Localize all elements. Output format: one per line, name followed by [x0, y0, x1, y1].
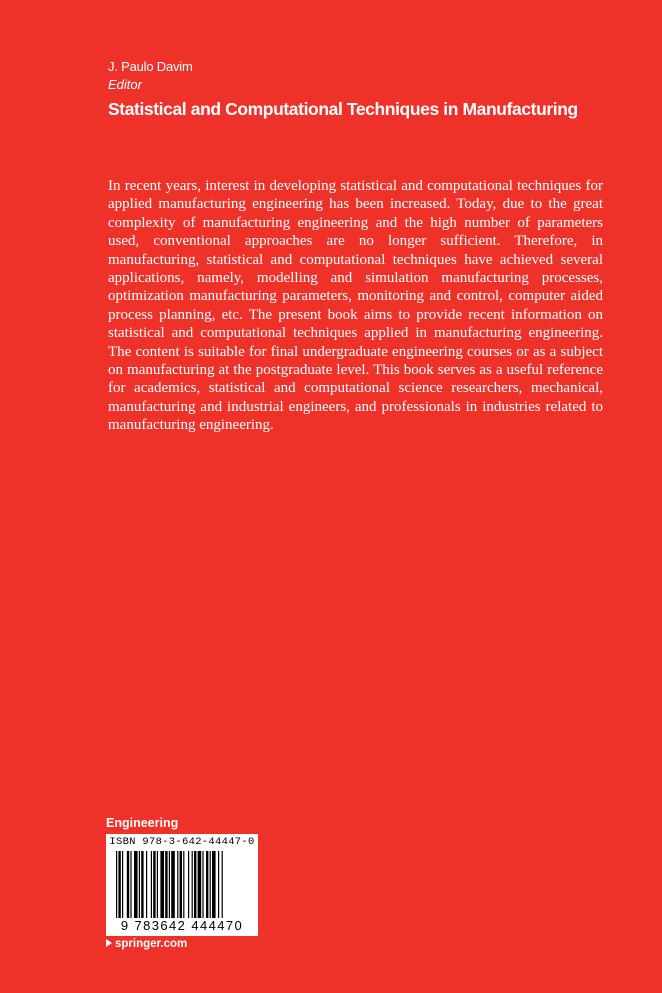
book-description: In recent years, interest in developing statistical and computational techniques for applied manufacturing engineering has been increased. Today, due to the great complexity of manufacturing engineering and the high number of parameters used, conventional approaches are no longer sufficient. Therefore, in manufacturing, statistical and computational techniques have achieved several applications, namely, modelling and simulation manufacturing processes, optimization manufacturing parameters, monitoring and control, computer aided process planning, etc. The present book aims to provide recent information on statistical and computational techniques applied in manufacturing engineering. The content is suitable for final undergraduate engineering courses or as a subject on manufacturing at the postgraduate level. This book serves as a useful reference for academics, statistical and computational science researchers, mechanical, manufacturing and industrial engineers, and professionals in industries related to manufacturing engineering.	[108, 178, 603, 434]
barcode-panel	[106, 834, 258, 936]
barcode-image	[116, 851, 256, 921]
editor-role: Editor	[108, 77, 142, 92]
publisher-label: springer.com	[115, 938, 188, 950]
barcode-digits: 9 783642 444470	[106, 918, 258, 933]
editor-name: J. Paulo Davim	[108, 59, 193, 74]
subject-category: Engineering	[106, 816, 179, 830]
arrow-right-icon	[106, 939, 112, 947]
book-title: Statistical and Computational Techniques in Manufacturing	[108, 99, 578, 119]
publisher-link[interactable]	[106, 938, 187, 950]
isbn-label: ISBN 978-3-642-44447-0	[109, 836, 255, 848]
